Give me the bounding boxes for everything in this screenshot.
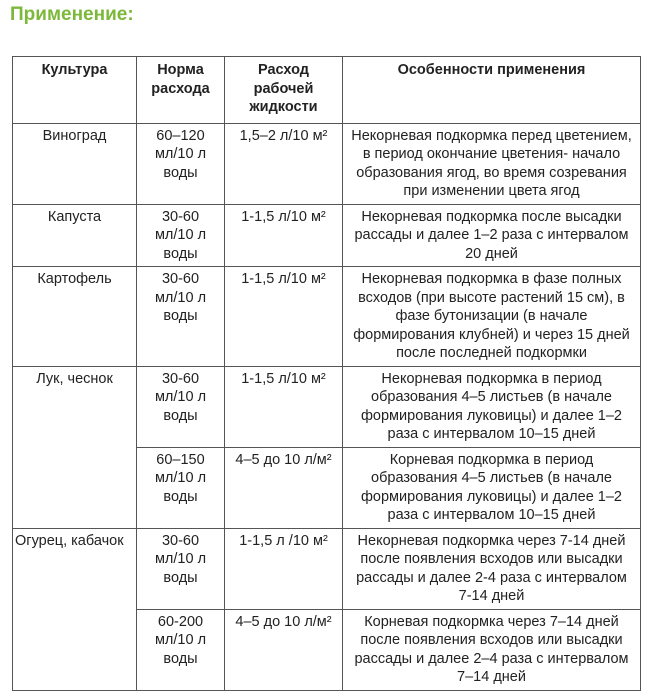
header-notes: Особенности применения	[343, 57, 641, 124]
notes-cell: Некорневая подкормка после высадки рассады и далее 1–2 раза с интервалом 20 дней	[343, 204, 641, 267]
table-row	[13, 267, 641, 367]
table-row	[13, 204, 641, 267]
liquid-cell: 1,5–2 л/10 м²	[225, 123, 343, 204]
liquid-cell: 1-1,5 л/10 м²	[225, 267, 343, 367]
norm-cell: 30-60 мл/10 л воды	[137, 528, 225, 609]
norm-cell: 60–150 мл/10 л воды	[137, 447, 225, 528]
liquid-cell: 1-1,5 л/10 м²	[225, 204, 343, 267]
liquid-cell: 1-1,5 л/10 м²	[225, 366, 343, 447]
table-header-row	[13, 57, 641, 124]
liquid-cell: 1-1,5 л /10 м²	[225, 528, 343, 609]
notes-cell: Некорневая подкормка в фазе полных всходов (при высоте растений 15 см), в фазе бутонизации (в начале формирования клубней) и через 15 дней после последней подкормки	[343, 267, 641, 367]
application-table	[12, 56, 641, 691]
norm-cell: 30-60 мл/10 л воды	[137, 204, 225, 267]
norm-cell: 30-60 мл/10 л воды	[137, 267, 225, 367]
table-row	[13, 366, 641, 447]
notes-cell: Некорневая подкормка в период образования 4–5 листьев (в начале формирования луковицы) и далее 1–2 раза с интервалом 10–15 дней	[343, 366, 641, 447]
header-norm: Норма расхода	[137, 57, 225, 124]
table-row	[13, 123, 641, 204]
notes-cell: Некорневая подкормка перед цветением, в период окончание цветения- начало образования ягод, во время созревания при изменении цвета ягод	[343, 123, 641, 204]
norm-cell: 60-200 мл/10 л воды	[137, 609, 225, 690]
crop-cell: Виноград	[13, 123, 137, 204]
norm-cell: 60–120 мл/10 л воды	[137, 123, 225, 204]
liquid-cell: 4–5 до 10 л/м²	[225, 609, 343, 690]
norm-cell: 30-60 мл/10 л воды	[137, 366, 225, 447]
header-liquid: Расход рабочей жидкости	[225, 57, 343, 124]
notes-cell: Корневая подкормка в период образования 4–5 листьев (в начале формирования луковицы) и далее 1–2 раза с интервалом 10–15 дней	[343, 447, 641, 528]
header-crop: Культура	[13, 57, 137, 124]
notes-cell: Корневая подкормка через 7–14 дней после появления всходов или высадки рассады и далее 2–4 раза с интервалом 7–14 дней	[343, 609, 641, 690]
liquid-cell: 4–5 до 10 л/м²	[225, 447, 343, 528]
page-title: Применение:	[10, 4, 134, 25]
crop-cell: Огурец, кабачок	[13, 528, 137, 690]
table-row	[13, 528, 641, 609]
crop-cell: Лук, чеснок	[13, 366, 137, 528]
notes-cell: Некорневая подкормка через 7-14 дней после появления всходов или высадки рассады и далее 2-4 раза с интервалом 7-14 дней	[343, 528, 641, 609]
crop-cell: Картофель	[13, 267, 137, 367]
crop-cell: Капуста	[13, 204, 137, 267]
